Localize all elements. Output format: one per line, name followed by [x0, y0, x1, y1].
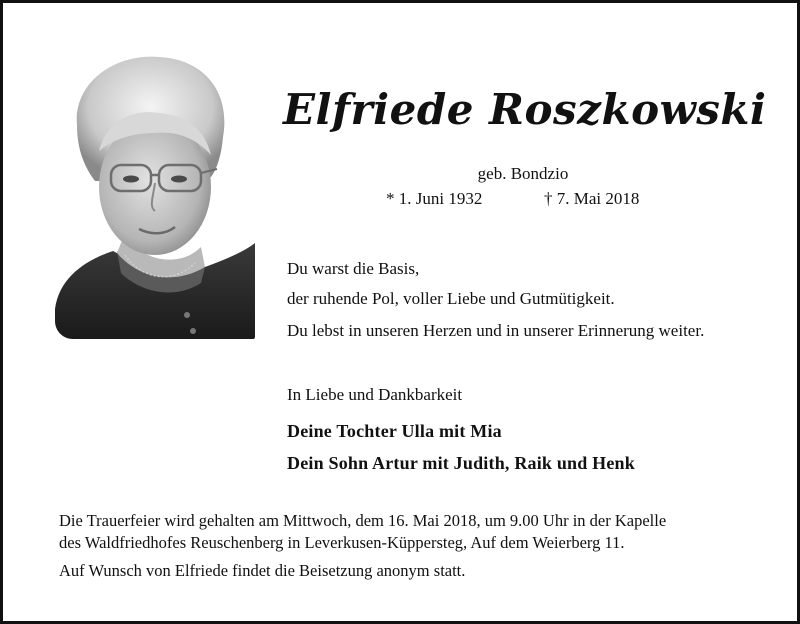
mourner-line: Deine Tochter Ulla mit Mia: [287, 421, 502, 441]
funeral-info-line: des Waldfriedhofes Reuschenberg in Leverkusen-Küppersteg, Auf dem Weierberg 11.: [59, 533, 625, 552]
closing-phrase: In Liebe und Dankbarkeit: [287, 385, 463, 404]
funeral-info-line: Auf Wunsch von Elfriede findet die Beisetzung anonym statt.: [59, 561, 466, 580]
maiden-name: geb. Bondzio: [477, 164, 569, 183]
verse-line: der ruhende Pol, voller Liebe und Gutmütigkeit.: [287, 289, 615, 308]
death-date: † 7. Mai 2018: [544, 189, 640, 208]
mourner-line: Dein Sohn Artur mit Judith, Raik und Henk: [287, 453, 635, 473]
portrait-photo: [55, 47, 255, 339]
verse-line: Du lebst in unseren Herzen und in unserer Erinnerung weiter.: [287, 321, 705, 340]
deceased-name: Elfriede Roszkowski: [283, 85, 767, 134]
funeral-info-line: Die Trauerfeier wird gehalten am Mittwoch, dem 16. Mai 2018, um 9.00 Uhr in der Kapelle: [59, 511, 667, 530]
verse-line: Du warst die Basis,: [287, 259, 420, 278]
birth-date: * 1. Juni 1932: [386, 189, 483, 208]
